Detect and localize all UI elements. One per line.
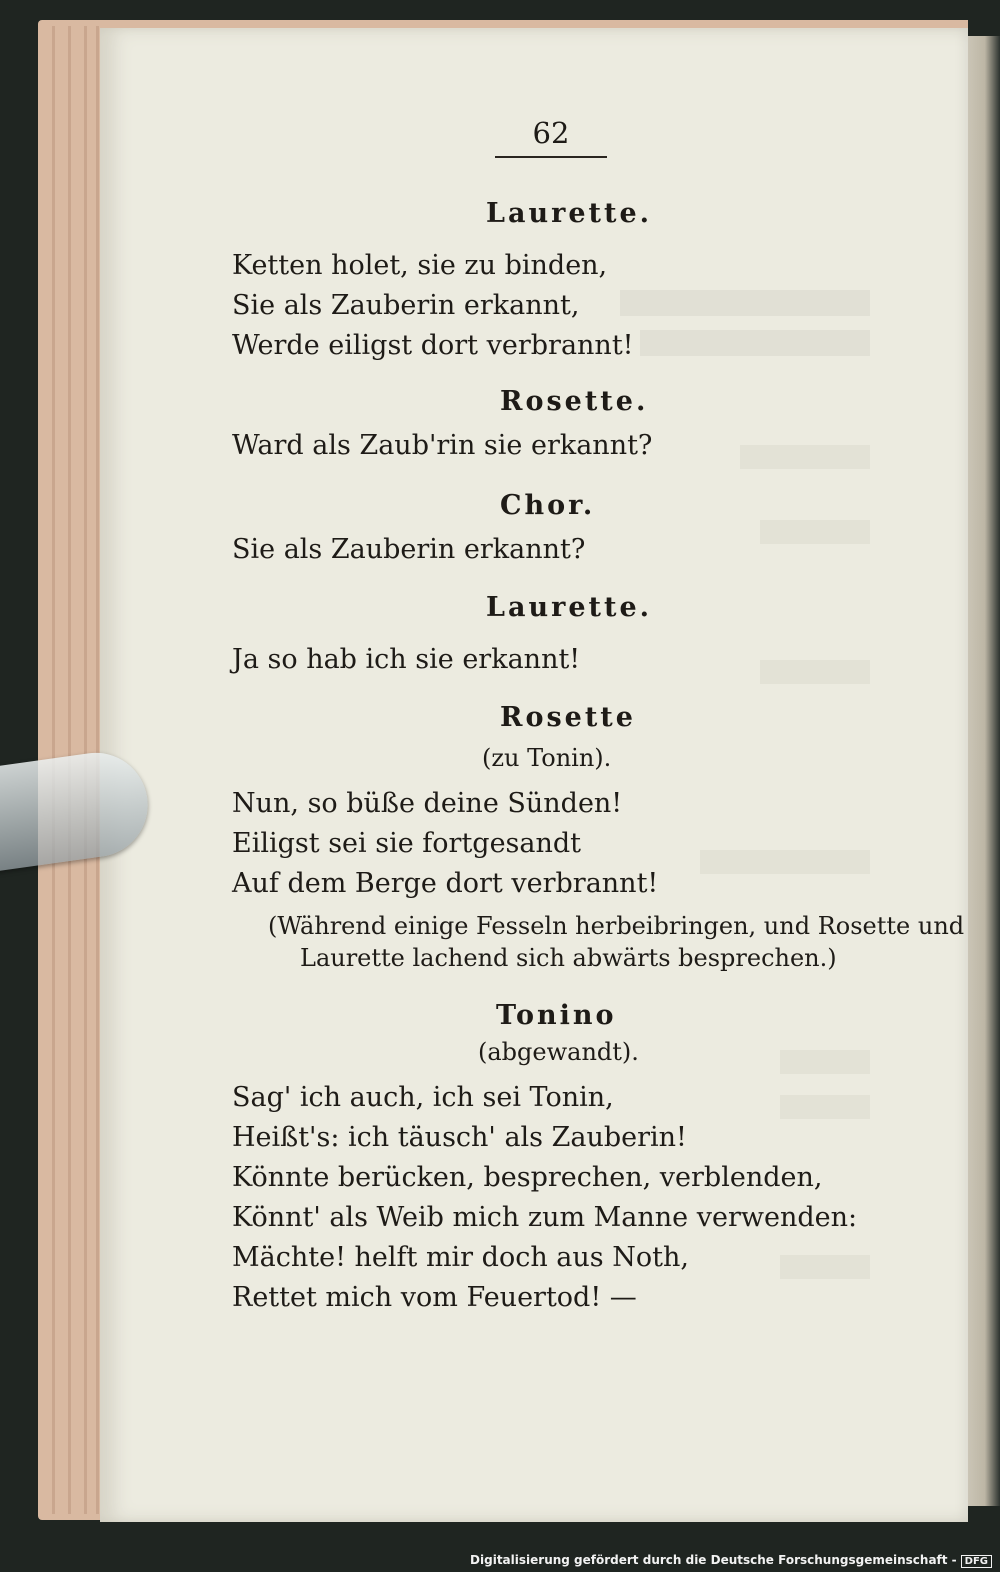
speaker-name: Chor. xyxy=(500,490,596,521)
verse-line: Mächte! helft mir doch aus Noth, xyxy=(232,1242,689,1273)
verse-line: Ja so hab ich sie erkannt! xyxy=(232,644,581,675)
verse-line: Könnte berücken, besprechen, verblenden, xyxy=(232,1162,823,1193)
show-through xyxy=(740,445,870,469)
speaker-name: Laurette. xyxy=(486,592,653,623)
credit-text: Digitalisierung gefördert durch die Deutsche Forschungsgemeinschaft - xyxy=(470,1553,957,1567)
dfg-logo: DFG xyxy=(961,1555,992,1568)
verse-line: Ketten holet, sie zu binden, xyxy=(232,250,608,281)
show-through xyxy=(780,1255,870,1279)
stage-direction: (zu Tonin). xyxy=(482,744,612,772)
digitization-credit xyxy=(470,1553,992,1568)
verse-line: Sag' ich auch, ich sei Tonin, xyxy=(232,1082,614,1113)
verse-line: Auf dem Berge dort verbrannt! xyxy=(232,868,659,899)
stage-direction: (Während einige Fesseln herbeibringen, und Rosette und xyxy=(268,912,965,940)
page-number: 62 xyxy=(532,116,570,150)
stage-direction: Laurette lachend sich abwärts besprechen.) xyxy=(300,944,837,972)
verse-line: Werde eiligst dort verbrannt! xyxy=(232,330,634,361)
verse-line: Nun, so büße deine Sünden! xyxy=(232,788,623,819)
show-through xyxy=(760,520,870,544)
stage-direction: (abgewandt). xyxy=(478,1038,639,1066)
verse-line: Heißt's: ich täusch' als Zauberin! xyxy=(232,1122,687,1153)
page-number-rule xyxy=(495,156,607,158)
show-through xyxy=(780,1095,870,1119)
verse-line: Rettet mich vom Feuertod! — xyxy=(232,1282,637,1313)
show-through xyxy=(780,1050,870,1074)
speaker-name: Laurette. xyxy=(486,198,653,229)
verse-line: Eiligst sei sie fortgesandt xyxy=(232,828,582,859)
show-through xyxy=(760,660,870,684)
verse-line: Sie als Zauberin erkannt? xyxy=(232,534,586,565)
verse-line: Sie als Zauberin erkannt, xyxy=(232,290,580,321)
show-through xyxy=(620,290,870,316)
verse-line: Ward als Zaub'rin sie erkannt? xyxy=(232,430,653,461)
show-through xyxy=(640,330,870,356)
verse-line: Könnt' als Weib mich zum Manne verwenden: xyxy=(232,1202,858,1233)
speaker-name: Tonino xyxy=(496,1000,617,1031)
show-through xyxy=(700,850,870,874)
speaker-name: Rosette. xyxy=(500,386,649,417)
speaker-name: Rosette xyxy=(500,702,636,733)
